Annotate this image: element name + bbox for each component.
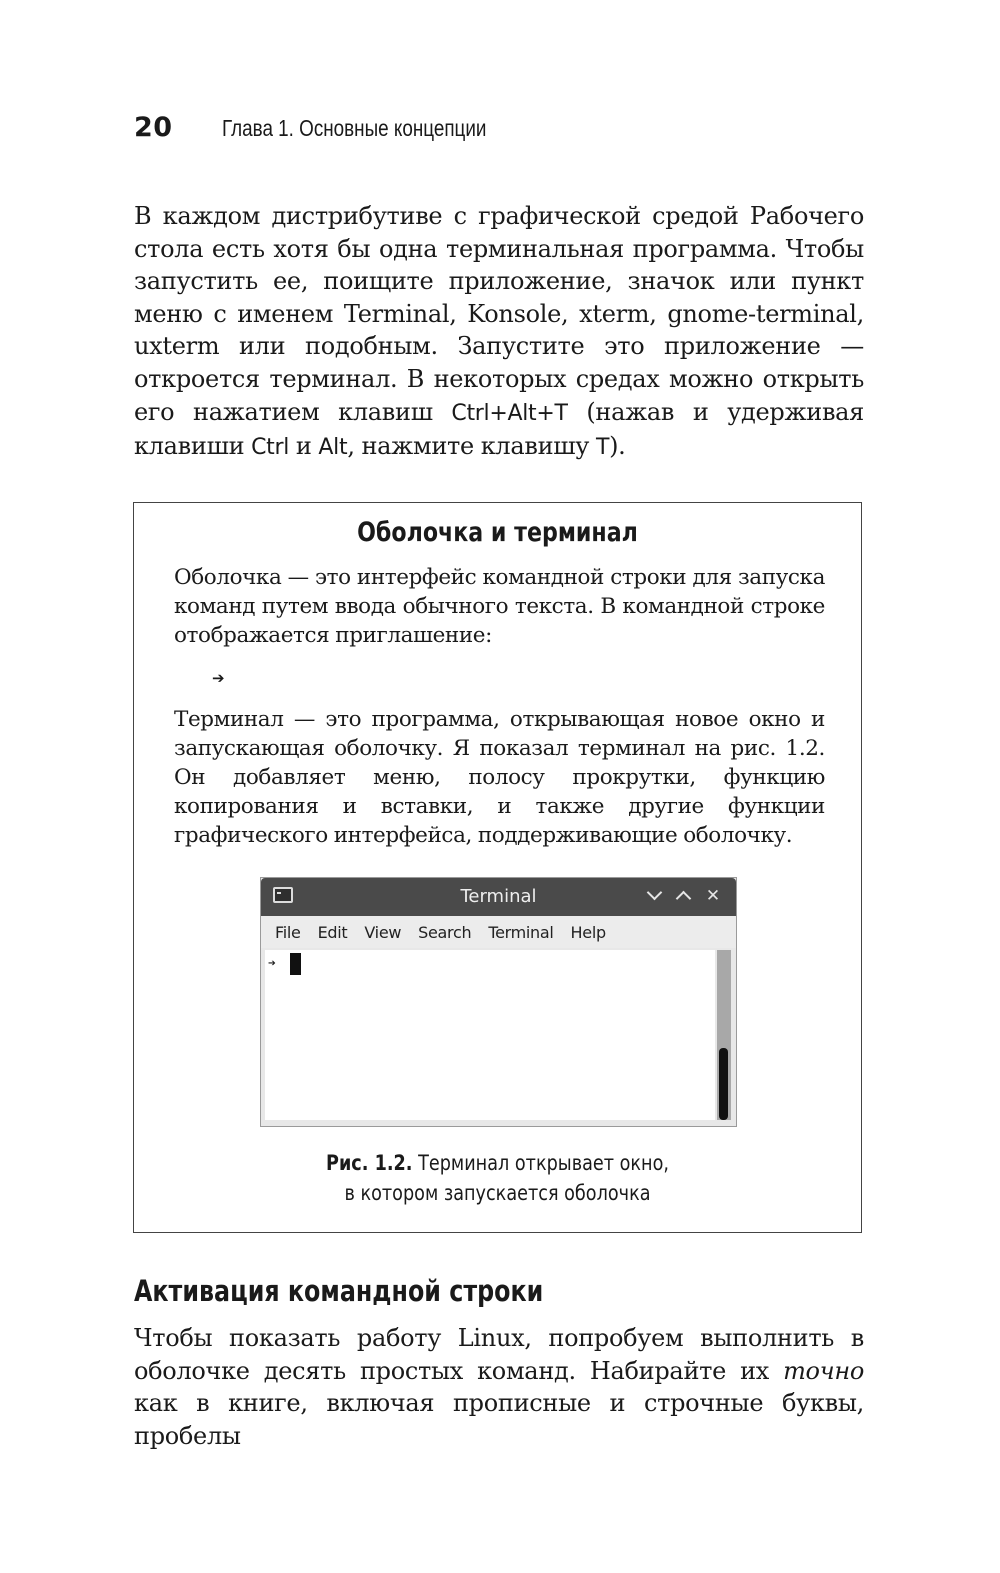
intro-text: ). — [609, 432, 626, 461]
terminal-menubar — [261, 916, 736, 948]
intro-paragraph — [134, 200, 864, 465]
menu-item-search[interactable]: Search — [418, 922, 472, 942]
terminal-content-area[interactable] — [265, 950, 715, 1120]
section-text: Чтобы показать работу Linux, попробуем выполнить в оболочке десять простых команд. Набирайте их — [134, 1324, 864, 1385]
terminal-window-figure — [260, 877, 737, 1127]
menu-item-help[interactable]: Help — [570, 922, 606, 942]
sidebar-title: Оболочка и терминал — [357, 517, 638, 548]
section-paragraph — [134, 1322, 864, 1452]
key-t: T — [595, 435, 610, 461]
figure-caption — [134, 1149, 861, 1209]
page-number: 20 — [134, 112, 173, 143]
key-alt: Alt — [318, 435, 348, 461]
emphasis-text: точно — [783, 1356, 864, 1385]
intro-text: , нажмите клавишу — [347, 432, 596, 461]
caption-text-line2: в котором запускается оболочка — [344, 1181, 651, 1206]
intro-text: В каждом дистрибутиве с графической средой Рабочего стола есть хотя бы одна терминальная программа. Чтобы запустить ее, поищите приложение, значок или пункт меню с именем Terminal, Konsole, xterm, gnome-terminal, uxterm или подобным. Запустите это приложение — откроется терминал. В некоторых средах можно открыть его нажатием клавиш — [134, 202, 864, 426]
terminal-scrollbar-thumb[interactable] — [719, 1048, 728, 1120]
sidebar-paragraph-shell: Оболочка — это интерфейс командной строки для запуска команд путем ввода обычного текста. В командной строке отображается приглашение: — [174, 565, 825, 648]
key-ctrl: Ctrl — [251, 435, 290, 461]
menu-item-edit[interactable]: Edit — [317, 922, 348, 942]
section-heading: Активация командной строки — [134, 1274, 544, 1308]
maximize-icon[interactable] — [671, 884, 695, 908]
sidebar-box — [133, 502, 862, 1233]
prompt-arrow-icon: ➔ — [212, 669, 225, 687]
chapter-title: Глава 1. Основные концепции — [222, 115, 487, 141]
menu-item-file[interactable]: File — [275, 922, 301, 942]
terminal-cursor — [290, 953, 301, 975]
caption-label: Рис. 1.2. — [326, 1151, 413, 1176]
shortcut-keys: Ctrl+Alt+T — [451, 400, 568, 426]
terminal-prompt-icon: ➔ — [268, 956, 276, 971]
menu-item-terminal[interactable]: Terminal — [488, 922, 554, 942]
section-text: как в книге, включая прописные и строчные буквы, пробелы — [134, 1389, 864, 1450]
caption-text: Терминал открывает окно, — [412, 1151, 669, 1176]
minimize-icon[interactable] — [642, 884, 666, 908]
sidebar-paragraph-terminal: Терминал — это программа, открывающая новое окно и запускающая оболочку. Я показал терминал на рис. 1.2. Он добавляет меню, полосу прокрутки, функцию копирования и вставки, и также другие функции графического интерфейса, поддерживающие оболочку. — [174, 707, 825, 848]
intro-text: (нажав и удерживая клавиши — [134, 397, 865, 461]
terminal-titlebar — [261, 878, 736, 916]
intro-text: и — [289, 432, 319, 461]
menu-item-view[interactable]: View — [364, 922, 402, 942]
running-header — [134, 112, 544, 143]
close-icon[interactable]: ✕ — [705, 886, 721, 906]
terminal-window-title: Terminal — [460, 886, 537, 907]
